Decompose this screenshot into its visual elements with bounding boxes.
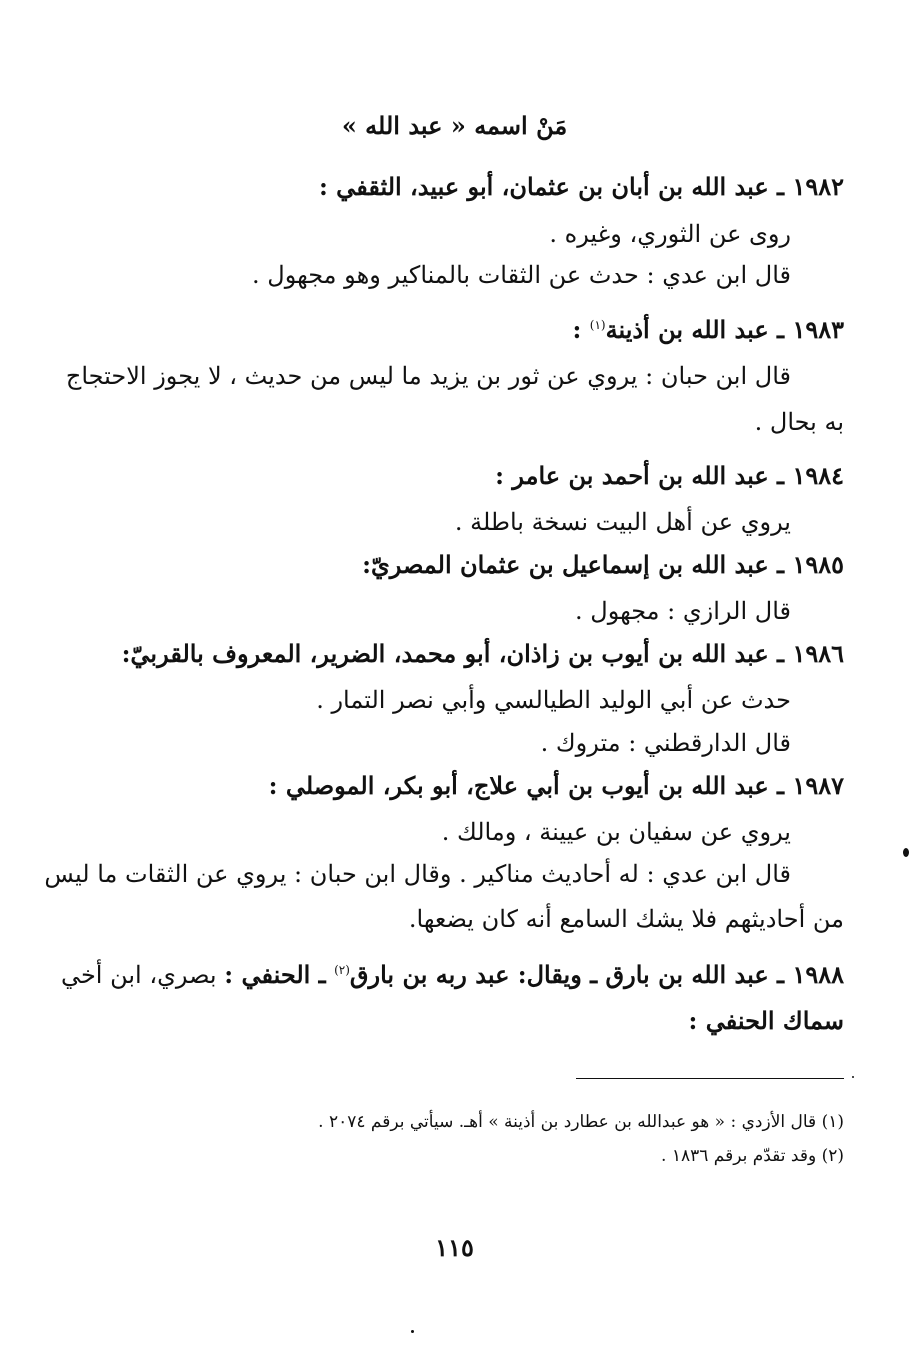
entry-1987-line-1: يروي عن سفيان بن عيينة ، ومالك . <box>441 818 791 846</box>
entry-1983-heading-colon: : <box>572 315 590 344</box>
entry-1983-line-2: به بحال . <box>754 408 844 436</box>
page-number: ١١٥ <box>435 1233 474 1262</box>
scan-speck <box>852 1076 854 1078</box>
footnote-2: (٢) وقد تقدّم برقم ١٨٣٦ . <box>661 1146 844 1166</box>
scan-speck <box>411 1330 414 1333</box>
footnote-ref-2: (٢) <box>334 963 350 977</box>
entry-1984-heading: ١٩٨٤ ـ عبد الله بن أحمد بن عامر : <box>495 461 844 490</box>
entry-1983-heading <box>573 313 844 347</box>
entry-1985-line-1: قال الرازي : مجهول . <box>575 597 791 625</box>
entry-1986-line-1: حدث عن أبي الوليد الطيالسي وأبي نصر التمار . <box>316 686 791 714</box>
footnote-1: (١) قال الأزدي : « هو عبدالله بن عطارد بن أذينة » أهـ. سيأتي برقم ٢٠٧٤ . <box>318 1112 844 1132</box>
scan-speck <box>903 848 909 857</box>
section-heading: مَنْ اسمه « عبد الله » <box>341 111 568 140</box>
entry-1984-line-1: يروي عن أهل البيت نسخة باطلة . <box>454 508 791 536</box>
entry-1983-line-1: قال ابن حبان : يروي عن ثور بن يزيد ما ليس من حديث ، لا يجوز الاحتجاج <box>65 362 791 390</box>
entry-1987-line-2: قال ابن عدي : له أحاديث مناكير . وقال ابن حبان : يروي عن الثقات ما ليس <box>44 860 791 888</box>
entry-1986-line-2: قال الدارقطني : متروك . <box>540 729 791 757</box>
entry-1988-heading-b: ـ الحنفي : <box>224 960 335 989</box>
entry-1986-heading: ١٩٨٦ ـ عبد الله بن أيوب بن زاذان، أبو محمد، الضرير، المعروف بالقربيّ: <box>121 639 844 668</box>
entry-1987-heading: ١٩٨٧ ـ عبد الله بن أيوب بن أبي علاج، أبو بكر، الموصلي : <box>268 771 844 800</box>
footnote-ref-1: (١) <box>589 318 606 332</box>
entry-1982-heading: ١٩٨٢ ـ عبد الله بن أبان بن عثمان، أبو عبيد، الثقفي : <box>318 172 844 201</box>
entry-1985-heading: ١٩٨٥ ـ عبد الله بن إسماعيل بن عثمان المصريّ: <box>362 550 844 579</box>
entry-1983-heading-text: ١٩٨٣ ـ عبد الله بن أذينة <box>605 315 844 344</box>
entry-1982-line-2: قال ابن عدي : حدث عن الثقات بالمناكير وهو مجهول . <box>252 261 791 289</box>
entry-1988-line-2: سماك الحنفي : <box>688 1006 844 1035</box>
entry-1987-line-3: من أحاديثهم فلا يشك السامع أنه كان يضعها. <box>408 905 844 933</box>
entry-1988-heading <box>60 958 844 992</box>
entry-1982-line-1: روى عن الثوري، وغيره . <box>549 220 791 248</box>
entry-1988-heading-a: ١٩٨٨ ـ عبد الله بن بارق ـ ويقال: عبد ربه بن بارق <box>349 960 844 989</box>
footnote-separator <box>576 1078 844 1079</box>
entry-1988-heading-rest: بصري، ابن أخي <box>60 961 225 989</box>
